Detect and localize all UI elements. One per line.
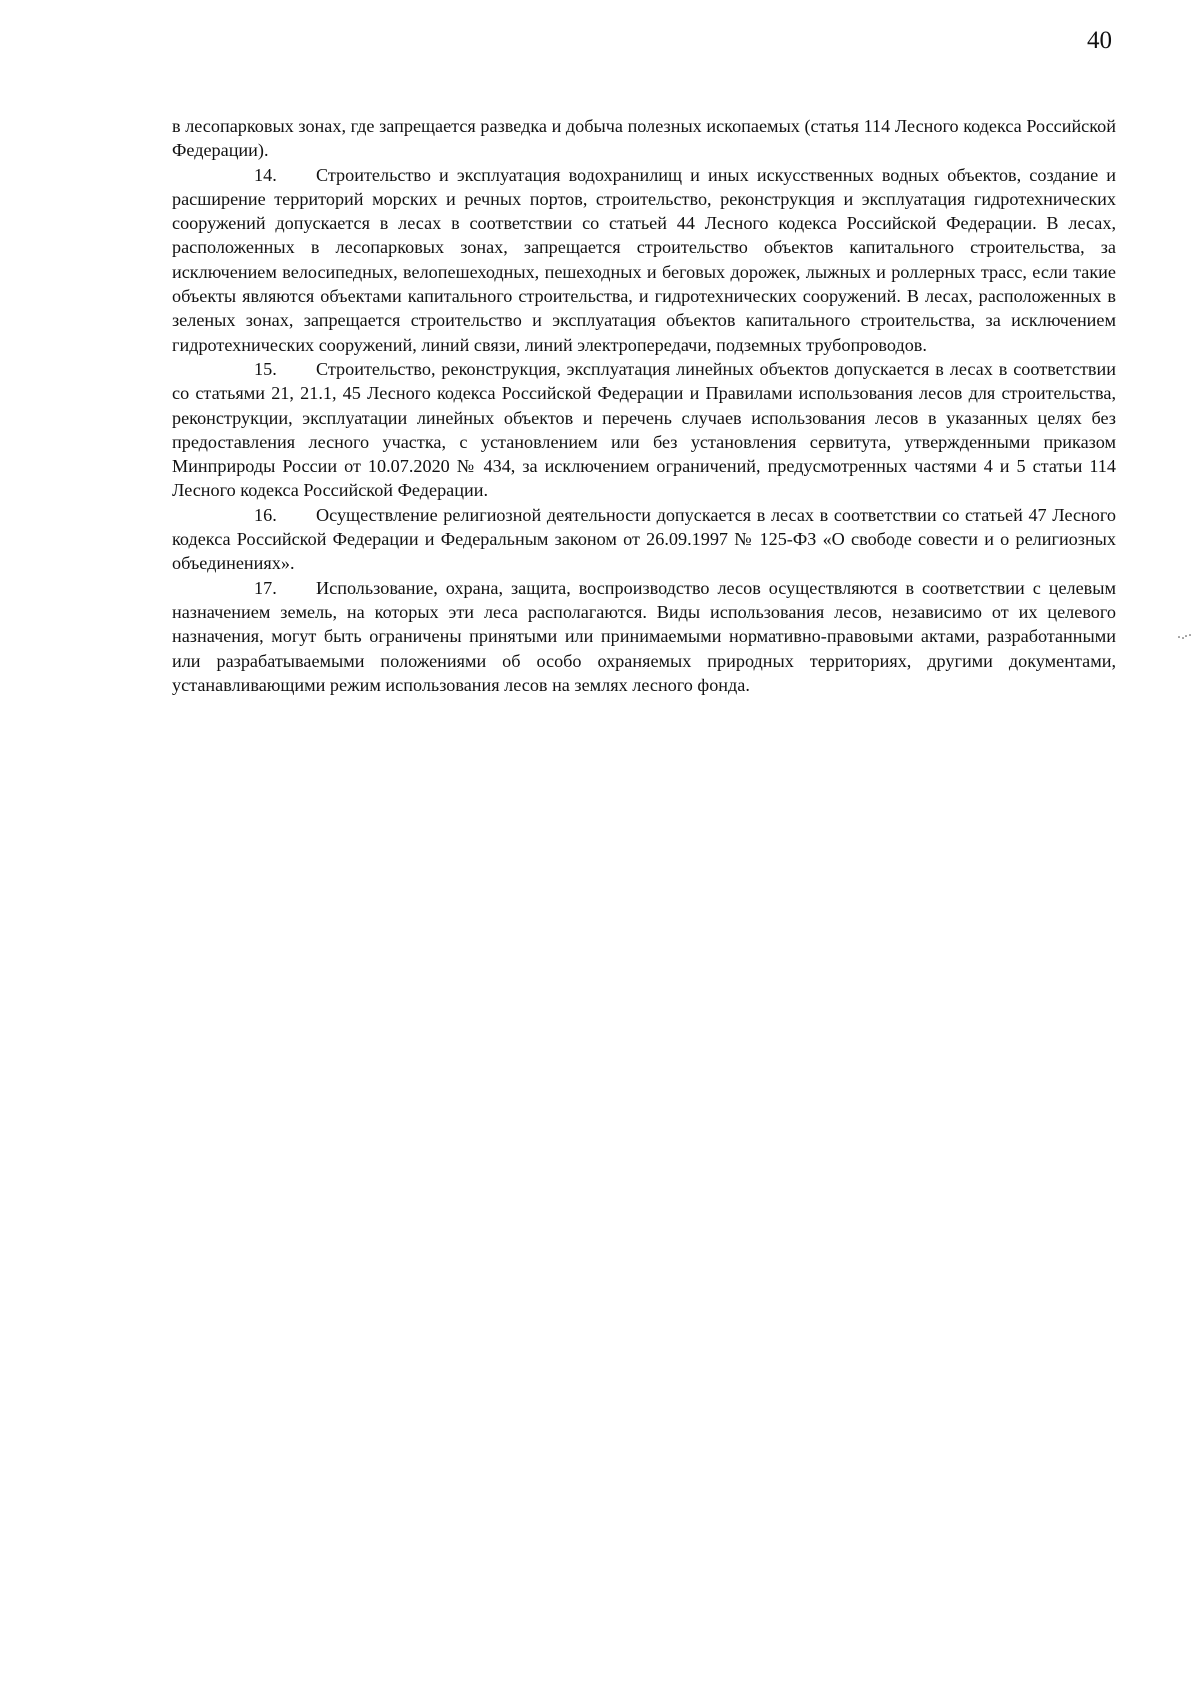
paragraph-text: Осуществление религиозной деятельности допускается в лесах в соответствии со статьей 47 Лесного кодекса Российской Федерации и Федеральным законом от 26.09.1997 № 125-ФЗ «О свободе совести и о религиозных объединениях».	[172, 504, 1116, 574]
page-number: 40	[1087, 27, 1112, 54]
paragraph-text: Строительство и эксплуатация водохранилищ и иных искусственных водных объектов, создание и расширение территорий морских и речных портов, строительство, реконструкция и эксплуатация гидротехнических сооружений допускается в лесах в соответствии со статьей 44 Лесного кодекса Российской Федерации. В лесах, расположенных в лесопарковых зонах, запрещается строительство объектов капитального строительства, за исключением велосипедных, велопешеходных, пешеходных и беговых дорожек, лыжных и роллерных трасс, если такие объекты являются объектами капитального строительства, и гидротехнических сооружений. В лесах, расположенных в зеленых зонах, запрещается строительство и эксплуатация объектов капитального строительства, за исключением гидротехнических сооружений, линий связи, линий электропередачи, подземных трубопроводов.	[172, 164, 1116, 355]
paragraph-number: 14.	[254, 164, 277, 185]
paragraph-16	[172, 503, 1116, 576]
paragraph-text: в лесопарковых зонах, где запрещается разведка и добыча полезных ископаемых (статья 114 Лесного кодекса Российской Федерации).	[172, 116, 1116, 161]
paragraph-text: Строительство, реконструкция, эксплуатация линейных объектов допускается в лесах в соответствии со статьями 21, 21.1, 45 Лесного кодекса Российской Федерации и Правилами использования лесов для строительства, реконструкции, эксплуатации линейных объектов и перечень случаев использования лесов в указанных целях без предоставления лесного участка, с установлением или без установления сервитута, утвержденными приказом Минприроды России от 10.07.2020 № 434, за исключением ограничений, предусмотренных частями 4 и 5 статьи 114 Лесного кодекса Российской Федерации.	[172, 358, 1116, 501]
paragraph-continuation	[172, 114, 1116, 163]
paragraph-14	[172, 163, 1116, 357]
paragraph-number: 15.	[254, 358, 277, 379]
paragraph-15	[172, 357, 1116, 503]
scan-speck	[1178, 634, 1192, 640]
paragraph-text: Использование, охрана, защита, воспроизводство лесов осуществляются в соответствии с целевым назначением земель, на которых эти леса располагаются. Виды использования лесов, независимо от их целевого назначения, могут быть ограничены принятыми или принимаемыми нормативно-правовыми актами, разработанными или разрабатываемыми положениями об особо охраняемых природных территориях, другими документами, устанавливающими режим использования лесов на землях лесного фонда.	[172, 577, 1116, 695]
paragraph-17	[172, 576, 1116, 697]
document-body	[172, 114, 1116, 697]
paragraph-number: 17.	[254, 577, 277, 598]
paragraph-number: 16.	[254, 504, 277, 525]
